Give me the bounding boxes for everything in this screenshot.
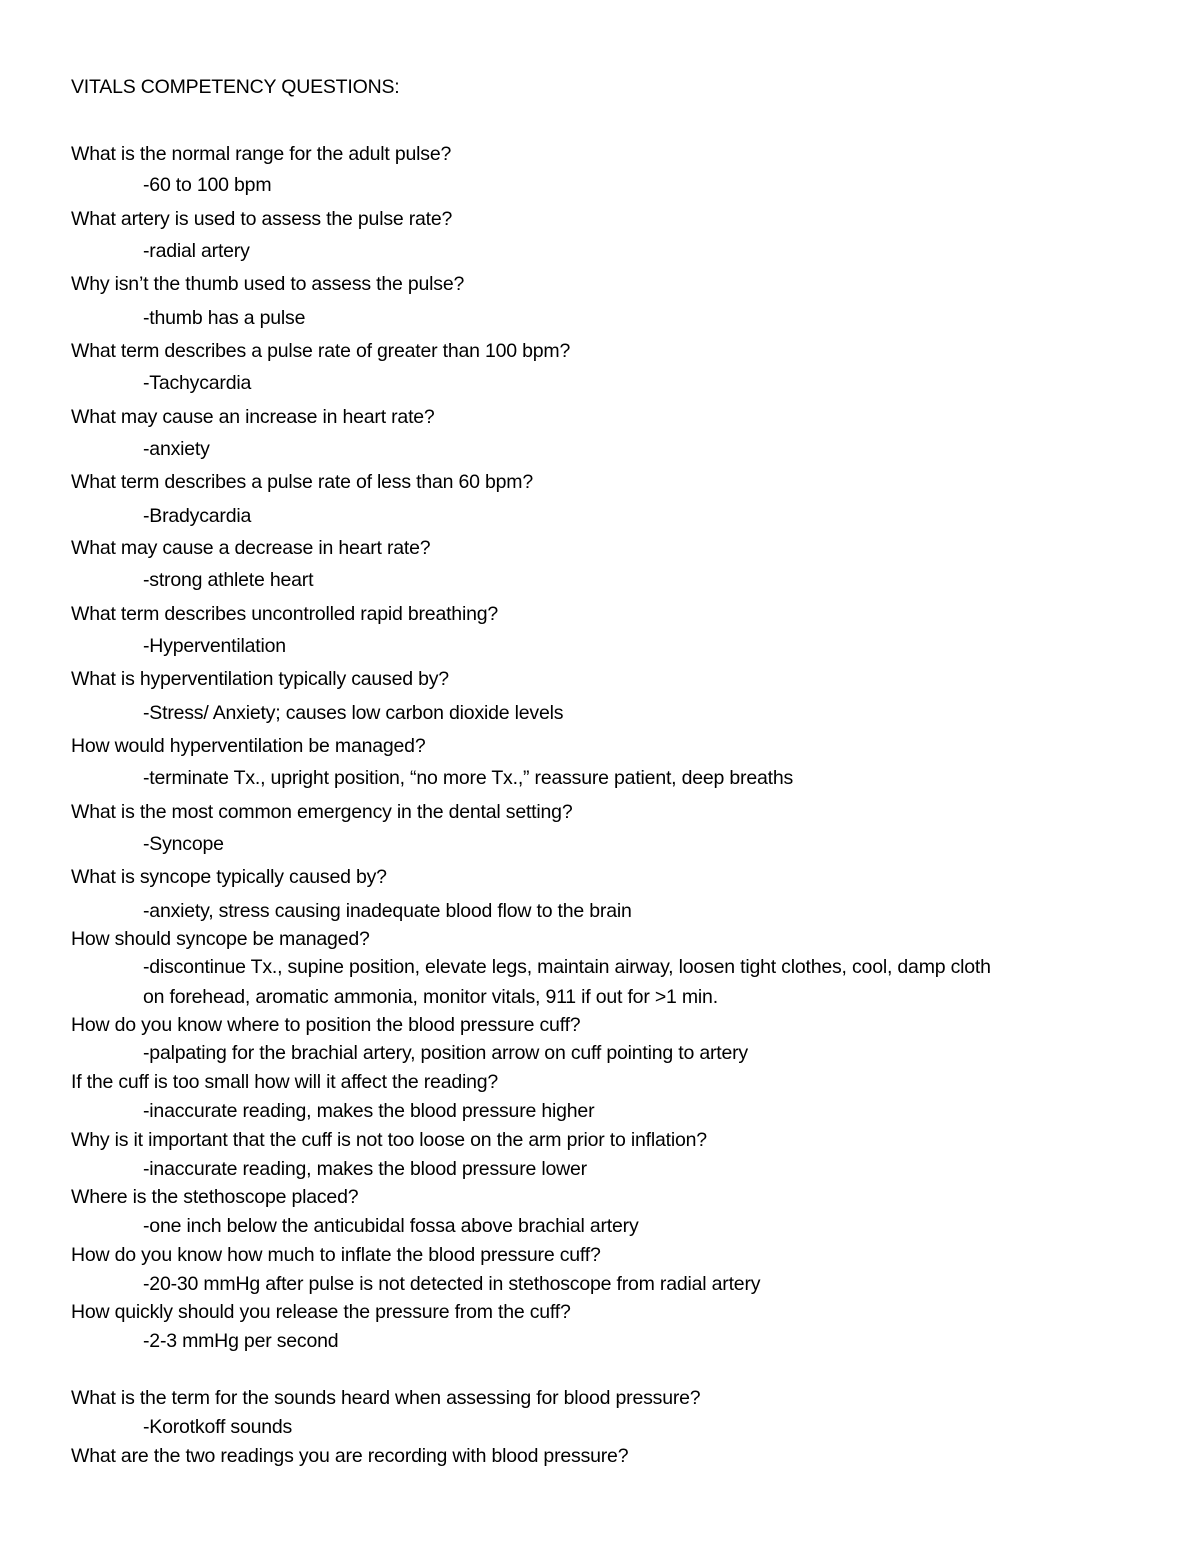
question-text: Where is the stethoscope placed?: [71, 1186, 359, 1208]
question-text: What may cause a decrease in heart rate?: [71, 537, 431, 559]
question-text: How do you know where to position the blood pressure cuff?: [71, 1014, 581, 1036]
answer-text: -Tachycardia: [143, 372, 252, 394]
question-text: Why is it important that the cuff is not too loose on the arm prior to inflation?: [71, 1129, 707, 1151]
answer-text: -Syncope: [143, 833, 224, 855]
answer-text: -60 to 100 bpm: [143, 174, 272, 196]
answer-text: -Korotkoff sounds: [143, 1416, 293, 1438]
question-text: What is hyperventilation typically caused by?: [71, 668, 449, 690]
answer-text: -inaccurate reading, makes the blood pressure higher: [143, 1100, 595, 1122]
question-text: Why isn’t the thumb used to assess the pulse?: [71, 273, 465, 295]
answer-text: -Bradycardia: [143, 505, 252, 527]
question-text: What artery is used to assess the pulse rate?: [71, 208, 453, 230]
question-text: If the cuff is too small how will it affect the reading?: [71, 1071, 499, 1093]
answer-text: -one inch below the anticubidal fossa above brachial artery: [143, 1215, 639, 1237]
answer-text: -terminate Tx., upright position, “no more Tx.,” reassure patient, deep breaths: [143, 767, 794, 789]
answer-text: on forehead, aromatic ammonia, monitor vitals, 911 if out for >1 min.: [143, 986, 718, 1008]
page-title: VITALS COMPETENCY QUESTIONS:: [71, 76, 400, 98]
answer-text: -strong athlete heart: [143, 569, 314, 591]
answer-text: -discontinue Tx., supine position, elevate legs, maintain airway, loosen tight clothes, cool, damp cloth: [143, 956, 991, 978]
question-text: What is the most common emergency in the dental setting?: [71, 801, 573, 823]
question-text: What is the term for the sounds heard when assessing for blood pressure?: [71, 1387, 701, 1409]
answer-text: -Hyperventilation: [143, 635, 286, 657]
answer-text: -anxiety: [143, 438, 210, 460]
question-text: What is syncope typically caused by?: [71, 866, 387, 888]
answer-text: -Stress/ Anxiety; causes low carbon dioxide levels: [143, 702, 564, 724]
question-text: What is the normal range for the adult pulse?: [71, 143, 452, 165]
question-text: What are the two readings you are recording with blood pressure?: [71, 1445, 629, 1467]
answer-text: -inaccurate reading, makes the blood pressure lower: [143, 1158, 587, 1180]
answer-text: -radial artery: [143, 240, 250, 262]
question-text: How would hyperventilation be managed?: [71, 735, 426, 757]
question-text: What term describes a pulse rate of greater than 100 bpm?: [71, 340, 571, 362]
answer-text: -20-30 mmHg after pulse is not detected in stethoscope from radial artery: [143, 1273, 761, 1295]
question-text: How should syncope be managed?: [71, 928, 370, 950]
answer-text: -2-3 mmHg per second: [143, 1330, 339, 1352]
answer-text: -palpating for the brachial artery, position arrow on cuff pointing to artery: [143, 1042, 748, 1064]
question-text: What may cause an increase in heart rate?: [71, 406, 435, 428]
question-text: What term describes uncontrolled rapid breathing?: [71, 603, 499, 625]
answer-text: -anxiety, stress causing inadequate blood flow to the brain: [143, 900, 632, 922]
question-text: How do you know how much to inflate the blood pressure cuff?: [71, 1244, 601, 1266]
question-text: What term describes a pulse rate of less than 60 bpm?: [71, 471, 533, 493]
answer-text: -thumb has a pulse: [143, 307, 306, 329]
question-text: How quickly should you release the pressure from the cuff?: [71, 1301, 571, 1323]
